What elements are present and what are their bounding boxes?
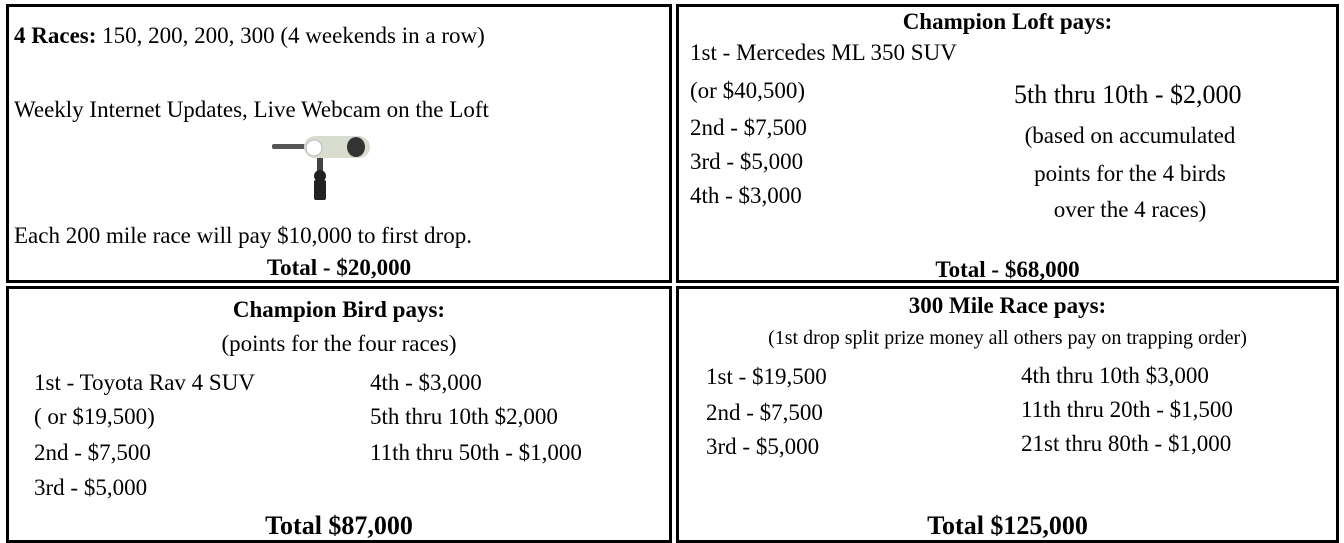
champion-bird-title: Champion Bird pays: — [232, 297, 446, 322]
loft-fifth-tenth: 5th thru 10th - $2,000 — [1014, 80, 1242, 109]
bird-eleventh-fiftieth: 11th thru 50th - $1,000 — [370, 440, 582, 465]
bird-first: 1st - Toyota Rav 4 SUV — [34, 370, 255, 395]
bottom-right-total: Total $125,000 — [927, 511, 1088, 540]
champion-loft-title: Champion Loft pays: — [902, 9, 1113, 34]
champion-bird-subtitle: (points for the four races) — [221, 331, 457, 356]
loft-second: 2nd - $7,500 — [690, 115, 807, 140]
mile-race-subtitle: (1st drop split prize money all others pay on trapping order) — [768, 327, 1247, 349]
bird-fifth-tenth: 5th thru 10th $2,000 — [370, 404, 558, 429]
loft-first-alt: (or $40,500) — [690, 78, 805, 103]
drop-text: Each 200 mile race will pay $10,000 to first drop. — [14, 223, 472, 248]
updates-text: Weekly Internet Updates, Live Webcam on the Loft — [14, 97, 489, 122]
bottom-left-total: Total $87,000 — [265, 511, 413, 540]
races-text: 150, 200, 200, 300 (4 weekends in a row) — [96, 23, 485, 48]
loft-third: 3rd - $5,000 — [690, 149, 804, 174]
bird-first-alt: ( or $19,500) — [34, 404, 155, 429]
loft-note-2: points for the 4 birds — [1034, 161, 1226, 186]
webcam-icon — [270, 132, 390, 202]
race-eleventh-twentieth: 11th thru 20th - $1,500 — [1021, 397, 1233, 422]
loft-fourth: 4th - $3,000 — [690, 183, 802, 208]
mile-race-title: 300 Mile Race pays: — [908, 293, 1107, 318]
race-third: 3rd - $5,000 — [706, 434, 820, 459]
races-line — [14, 24, 485, 47]
bird-third: 3rd - $5,000 — [34, 475, 148, 500]
loft-note-3: over the 4 races) — [1053, 197, 1207, 222]
bird-second: 2nd - $7,500 — [34, 440, 151, 465]
race-fourth-tenth: 4th thru 10th $3,000 — [1021, 363, 1209, 388]
race-twentyfirst-eightieth: 21st thru 80th - $1,000 — [1021, 431, 1232, 456]
bird-fourth: 4th - $3,000 — [370, 370, 482, 395]
loft-first: 1st - Mercedes ML 350 SUV — [690, 40, 957, 65]
top-right-total: Total - $68,000 — [935, 257, 1080, 282]
race-second: 2nd - $7,500 — [706, 400, 823, 425]
races-label: 4 Races: — [14, 23, 97, 48]
top-left-total: Total - $20,000 — [266, 255, 412, 280]
race-first: 1st - $19,500 — [706, 364, 827, 389]
loft-note-1: (based on accumulated — [1024, 123, 1236, 148]
